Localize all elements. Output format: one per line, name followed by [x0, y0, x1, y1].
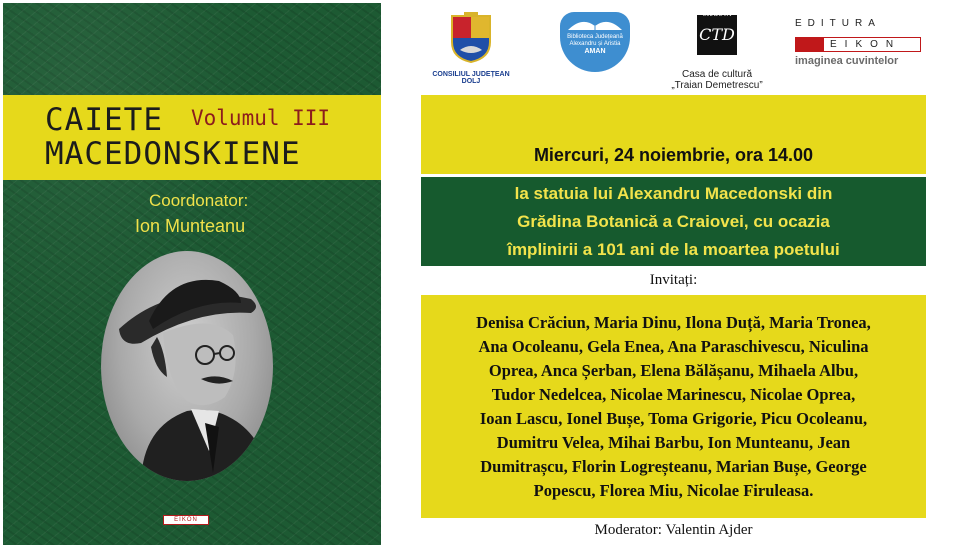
poet-portrait-drawing: [101, 251, 273, 481]
guests-line: Tudor Nedelcea, Nicolae Marinescu, Nicolae Oprea,: [491, 384, 856, 404]
eikon-word: EIKON: [830, 39, 902, 50]
guests-line: Ana Ocoleanu, Gela Enea, Ana Paraschivescu, Niculina: [478, 336, 869, 356]
cover-title-line1: CAIETE: [45, 102, 163, 138]
casa-mark-letters: CTD: [699, 25, 735, 44]
eikon-publisher-logo: [795, 18, 921, 67]
casa-de-cultura-logo: [658, 11, 776, 91]
location-line: Grădina Botanică a Craiovei, cu ocazia: [517, 211, 830, 231]
library-logo: [560, 12, 632, 74]
event-date: Miercuri, 24 noiembrie, ora 14.00: [533, 145, 814, 165]
cover-volume: Volumul III: [191, 106, 331, 130]
guests-label: Invitați:: [649, 272, 698, 288]
library-name-line1: Biblioteca Județeană: [567, 34, 623, 40]
poet-portrait: [101, 251, 273, 481]
eikon-red-block: [796, 38, 824, 51]
casa-mark-icon: CRAIOVA CTD: [697, 15, 737, 55]
guests-line: Dumitrașcu, Florin Logreșteanu, Marian Bușe, George: [480, 456, 867, 476]
book-cover: [3, 3, 381, 545]
guests-line: Denisa Crăciun, Maria Dinu, Ilona Duță, Maria Tronea,: [476, 312, 871, 332]
casa-label-line1: Casa de cultură: [681, 69, 753, 80]
eikon-tagline: imaginea cuvintelor: [795, 55, 899, 67]
cover-title-line2: MACEDONSKIENE: [45, 136, 301, 172]
editura-label: EDITURA: [795, 18, 881, 29]
library-name-aman: AMAN: [584, 48, 606, 55]
moderator: Moderator: Valentin Ajder: [594, 522, 753, 538]
library-badge: [560, 12, 630, 72]
event-date-band: [421, 95, 926, 174]
location-line: la statuia lui Alexandru Macedonski din: [514, 183, 833, 203]
guests-line: Dumitru Velea, Mihai Barbu, Ion Munteanu, Jean: [496, 432, 851, 452]
guests-line: Popescu, Florea Miu, Nicolae Firuleasa.: [533, 480, 814, 500]
casa-label-line2: „Traian Demetrescu”: [671, 80, 763, 91]
dolj-crest-icon: [450, 12, 492, 64]
open-book-icon: [560, 12, 630, 34]
eikon-wordmark: [795, 37, 921, 52]
guests-list: [421, 295, 926, 518]
guests-line: Ioan Lascu, Ionel Bușe, Toma Grigorie, Picu Ocoleanu,: [479, 408, 868, 428]
guests-line: Oprea, Anca Șerban, Elena Bălășanu, Mihaela Albu,: [488, 360, 859, 380]
event-location-band: [421, 177, 926, 266]
dolj-council-logo: [423, 12, 519, 85]
library-name-line2: Alexandru și Aristia: [569, 41, 621, 47]
cover-coordinator-name: Ion Munteanu: [135, 216, 246, 236]
cover-coordinator-label: Coordonator:: [149, 191, 249, 210]
location-line: împlinirii a 101 ani de la moartea poetului: [507, 239, 840, 259]
cover-publisher-logo: EIKON: [163, 515, 209, 525]
dolj-council-label: CONSILIUL JUDEȚEAN DOLJ: [432, 71, 510, 85]
